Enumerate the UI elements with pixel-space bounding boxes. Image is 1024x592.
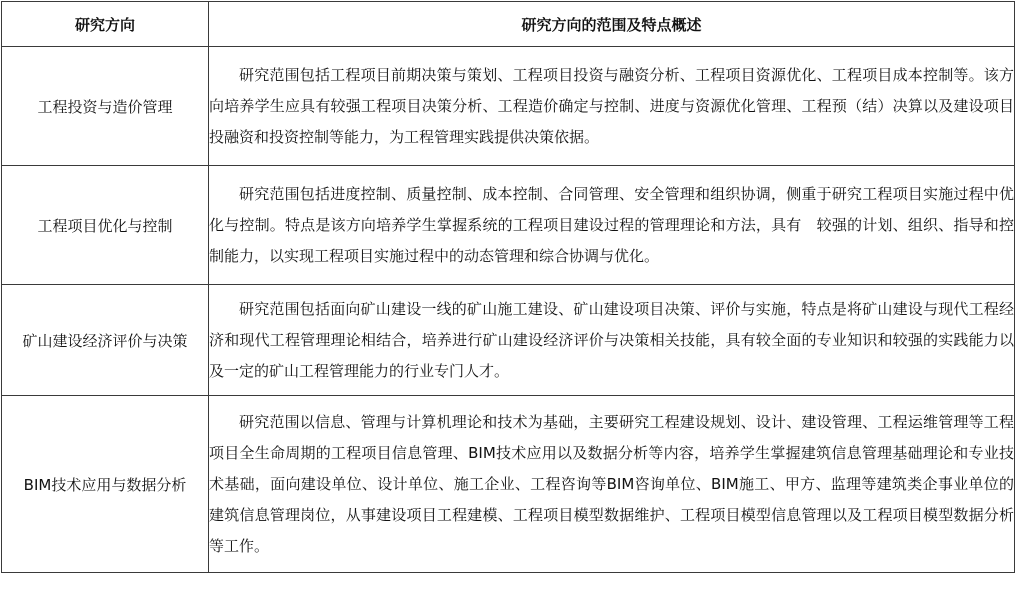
direction-cell: 工程项目优化与控制 (2, 166, 209, 285)
direction-cell: BIM技术应用与数据分析 (2, 396, 209, 573)
description-cell: 研究范围包括工程项目前期决策与策划、工程项目投资与融资分析、工程项目资源优化、工程项目成本控制等。该方向培养学生应具有较强工程项目决策分析、工程造价确定与控制、进度与资源优化管理、工程预（结）决算以及建设项目投融资和投资控制等能力，为工程管理实践提供决策依据。 (209, 47, 1015, 166)
research-directions-table (1, 1, 1015, 573)
direction-cell: 工程投资与造价管理 (2, 47, 209, 166)
header-direction: 研究方向 (2, 2, 209, 47)
description-cell: 研究范围包括进度控制、质量控制、成本控制、合同管理、安全管理和组织协调，侧重于研究工程项目实施过程中优化与控制。特点是该方向培养学生掌握系统的工程项目建设过程的管理理论和方法，具有 较强的计划、组织、指导和控制能力，以实现工程项目实施过程中的动态管理和综合协调与优化。 (209, 166, 1015, 285)
table-row (2, 396, 1015, 573)
table-row (2, 47, 1015, 166)
description-cell: 研究范围以信息、管理与计算机理论和技术为基础，主要研究工程建设规划、设计、建设管理、工程运维管理等工程项目全生命周期的工程项目信息管理、BIM技术应用以及数据分析等内容，培养学生掌握建筑信息管理基础理论和专业技术基础，面向建设单位、设计单位、施工企业、工程咨询等BIM咨询单位、BIM施工、甲方、监理等建筑类企事业单位的建筑信息管理岗位，从事建设项目工程建模、工程项目模型数据维护、工程项目模型信息管理以及工程项目模型数据分析等工作。 (209, 396, 1015, 573)
header-description: 研究方向的范围及特点概述 (209, 2, 1015, 47)
direction-cell: 矿山建设经济评价与决策 (2, 285, 209, 396)
table-row (2, 166, 1015, 285)
description-cell: 研究范围包括面向矿山建设一线的矿山施工建设、矿山建设项目决策、评价与实施，特点是将矿山建设与现代工程经济和现代工程管理理论相结合，培养进行矿山建设经济评价与决策相关技能，具有较全面的专业知识和较强的实践能力以及一定的矿山工程管理能力的行业专门人才。 (209, 285, 1015, 396)
table-header-row (2, 2, 1015, 47)
table-row (2, 285, 1015, 396)
